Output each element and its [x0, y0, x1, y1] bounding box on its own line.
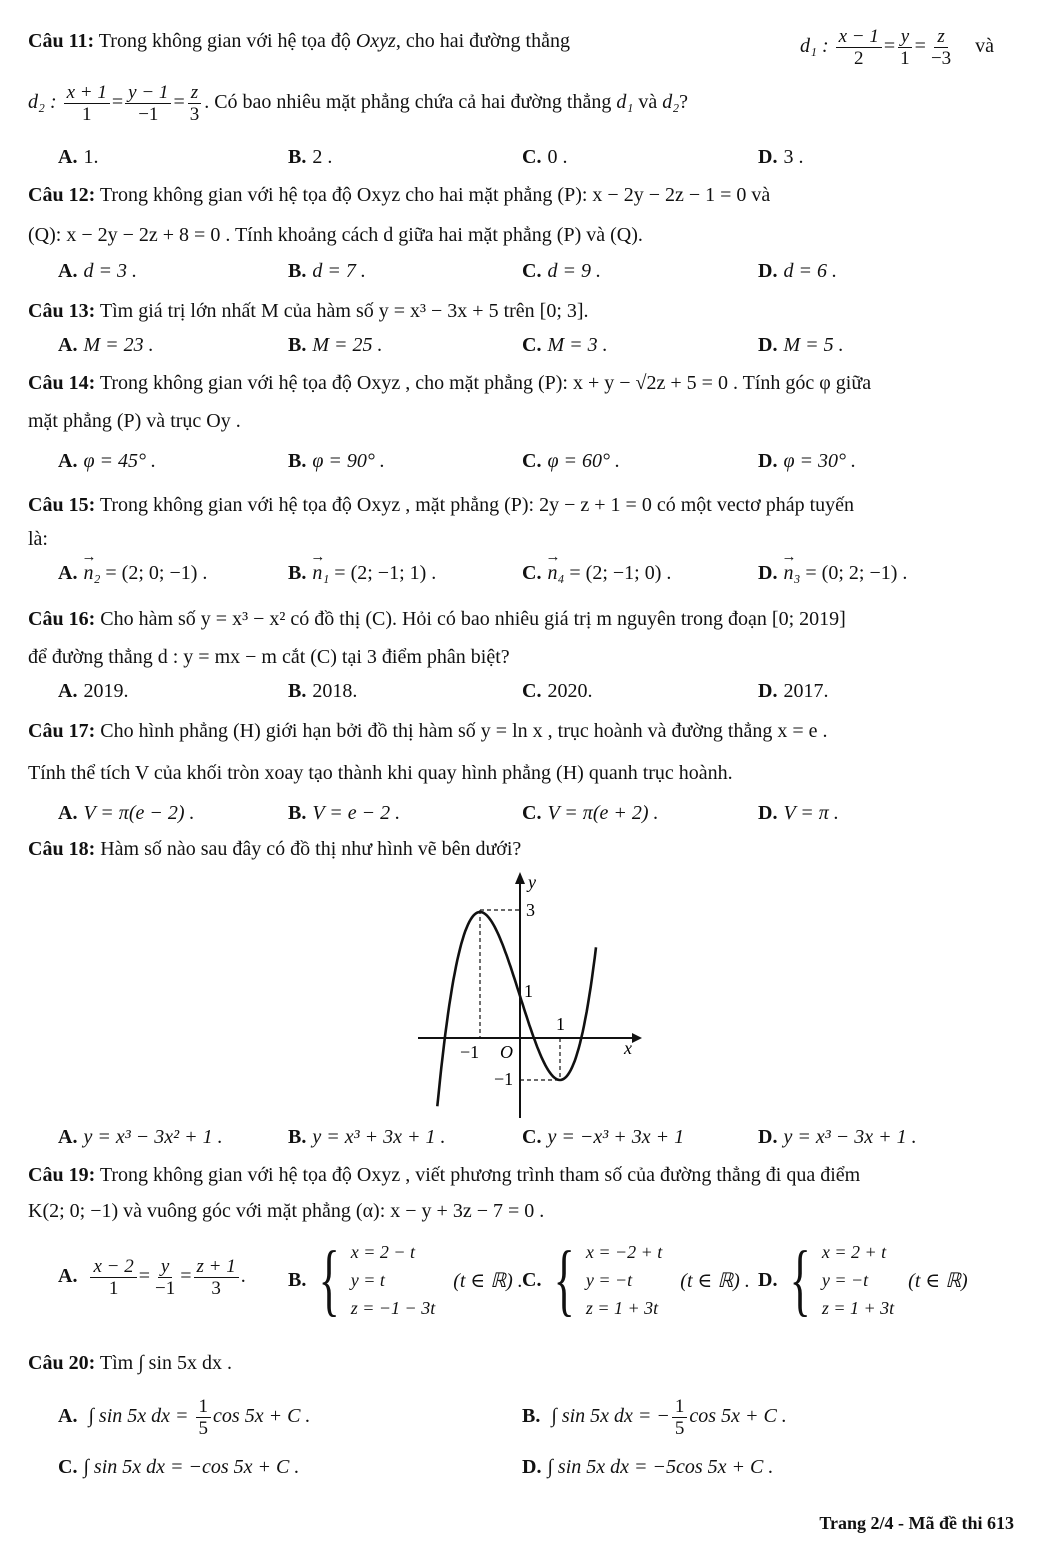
fraction: [897, 26, 913, 69]
question-number: Câu 15:: [28, 494, 96, 516]
options-20-row2: [58, 1452, 1018, 1482]
option-c[interactable]: C. φ = 60° .: [522, 450, 621, 472]
options-19: [58, 1238, 1018, 1334]
question-18: [28, 834, 1018, 864]
y-axis-arrow-icon: [515, 872, 525, 884]
option-b[interactable]: B. y = x³ + 3x + 1 .: [288, 1126, 446, 1148]
question-20: [28, 1348, 1018, 1378]
option-c[interactable]: C. { x = −2 + t y = −t z = 1 + 3t (t ∈ ℝ) .: [522, 1236, 750, 1324]
question-number: Câu 11:: [28, 30, 95, 52]
question-11-line2: d₂ : $\frac{x + 1}{1}$ = $\frac{y - 1}{-1}$ = $\frac{z}{3}$ . Có bao nhiêu mặt phẳng chứa cả hai đường thẳng d₁ và d₂?: [28, 82, 689, 125]
option-d[interactable]: D. 2017.: [758, 680, 829, 702]
x-axis-arrow-icon: [632, 1033, 642, 1043]
option-b[interactable]: B. d = 7 .: [288, 260, 366, 282]
question-number: Câu 12:: [28, 184, 96, 206]
question-number: Câu 17:: [28, 720, 96, 742]
fraction: $\frac{x - 2}{1}$: [90, 1256, 136, 1299]
numerator: x − 1: [836, 26, 882, 48]
question-number: Câu 19:: [28, 1164, 96, 1186]
question-text: là:: [28, 528, 48, 550]
line-label: d₁: [616, 91, 634, 114]
option-b[interactable]: B. 2 .: [288, 146, 333, 168]
numerator: x + 1: [64, 82, 110, 104]
question-number: Câu 20:: [28, 1352, 96, 1374]
question-number: Câu 14:: [28, 372, 96, 394]
question-text: Tìm ∫ sin 5x dx .: [99, 1352, 233, 1374]
fraction: $\frac{1}{5}$: [672, 1396, 688, 1439]
option-b[interactable]: B. φ = 90° .: [288, 450, 385, 472]
question-text: Tính thể tích V của khối tròn xoay tạo thành khi quay hình phẳng (H) quanh trục hoành.: [28, 762, 733, 784]
question-text: Trong không gian với hệ tọa độ Oxyz , viết phương trình tham số của đường thẳng đi qua điểm: [99, 1164, 861, 1186]
question-14-line2: [28, 406, 1018, 436]
option-d[interactable]: D. M = 5 .: [758, 334, 844, 356]
conjunction: và: [975, 35, 995, 58]
options-20-row1: [58, 1396, 1018, 1440]
line-label: d₂: [662, 91, 680, 114]
question-text: K(2; 0; −1) và vuông góc với mặt phẳng (α): x − y + 3z − 7 = 0 .: [28, 1200, 545, 1222]
question-16-line2: [28, 642, 1018, 672]
y-axis-label: y: [528, 872, 536, 892]
question-text: Trong không gian với hệ tọa độ Oxyz , cho mặt phẳng (P): x + y − √2z + 5 = 0 . Tính góc φ giữa: [99, 372, 872, 394]
question-12-line2: [28, 220, 1018, 250]
fraction: $\frac{z + 1}{3}$: [194, 1256, 239, 1299]
coordinate-system: Oxyz: [355, 30, 396, 52]
option-b[interactable]: B. { x = 2 − t y = t z = −1 − 3t (t ∈ ℝ) .: [288, 1236, 523, 1324]
question-17-line2: [28, 758, 1018, 788]
line-d1-equation: d₁ : $\frac{x - 1}{2}$ = $\frac{y}{1}$ = $\frac{z}{-3}$ và: [800, 26, 995, 69]
option-b[interactable]: B. M = 25 .: [288, 334, 383, 356]
question-number: Câu 18:: [28, 838, 96, 860]
denominator: 3: [189, 104, 200, 125]
question-19-line2: [28, 1196, 1018, 1226]
cubic-graph: [410, 866, 650, 1122]
option-c[interactable]: C. V = π(e + 2) .: [522, 802, 659, 824]
question-16: [28, 604, 1018, 634]
equation-system: { x = 2 − t y = t z = −1 − 3t: [318, 1236, 436, 1324]
question-15-line2: [28, 524, 1018, 554]
conjunction: và: [638, 91, 658, 114]
option-a[interactable]: A. d = 3 .: [58, 260, 137, 282]
question-13: [28, 296, 1018, 326]
tick-label: 3: [526, 900, 535, 920]
option-a[interactable]: A. ∫ sin 5x dx = $\frac{1}{5}$ cos 5x + C .: [58, 1396, 311, 1439]
option-a[interactable]: A. 1.: [58, 146, 99, 168]
option-c[interactable]: C. 0 .: [522, 146, 568, 168]
vector-symbol: → n₂: [83, 558, 100, 588]
options-17: [58, 798, 1018, 828]
question-text: để đường thẳng d : y = mx − m cắt (C) tại 3 điểm phân biệt?: [28, 646, 510, 668]
numerator: z: [188, 82, 201, 104]
denominator: 1: [900, 48, 910, 69]
line-label: d₁ :: [800, 35, 829, 58]
options-15: [58, 558, 1018, 588]
page-footer: Trang 2/4 - Mã đề thi 613: [819, 1513, 1014, 1533]
question-11: [28, 26, 1018, 69]
option-c[interactable]: C. y = −x³ + 3x + 1: [522, 1126, 685, 1148]
option-c[interactable]: C. M = 3 .: [522, 334, 608, 356]
fraction: [125, 82, 171, 125]
option-a[interactable]: A. 2019.: [58, 680, 129, 702]
origin-label: O: [500, 1042, 513, 1062]
options-18: [58, 1122, 1018, 1152]
options-12: [58, 256, 1018, 286]
question-text: Hàm số nào sau đây có đồ thị như hình vẽ bên dưới?: [100, 838, 522, 860]
question-text: Trong không gian với hệ tọa độ: [98, 30, 351, 52]
question-text: Cho hàm số y = x³ − x² có đồ thị (C). Hỏi có bao nhiêu giá trị m nguyên trong đoạn [0; 2019]: [100, 608, 846, 630]
fraction: [64, 82, 110, 125]
line-label: d₂ :: [28, 91, 57, 114]
question-text: Trong không gian với hệ tọa độ Oxyz cho hai mặt phẳng (P): x − 2y − 2z − 1 = 0 và: [99, 184, 771, 206]
option-a[interactable]: A. $\frac{x - 2}{1}$ = $\frac{y}{-1}$ = $\frac{z + 1}{3}$ .: [58, 1256, 246, 1299]
option-c[interactable]: C. d = 9 .: [522, 260, 601, 282]
option-b[interactable]: B.→ n₁ = (2; −1; 1) .: [288, 558, 436, 588]
denominator: 1: [82, 104, 92, 125]
option-d[interactable]: D. d = 6 .: [758, 260, 837, 282]
question-17: [28, 716, 1018, 746]
option-d[interactable]: D.→ n₃ = (0; 2; −1) .: [758, 558, 907, 588]
vector-symbol: → n₁: [312, 558, 329, 588]
option-c[interactable]: C. ∫ sin 5x dx = −cos 5x + C .: [58, 1456, 300, 1478]
option-a[interactable]: A.→ n₂ = (2; 0; −1) .: [58, 558, 207, 588]
vector-symbol: → n₄: [547, 558, 564, 588]
question-14: [28, 368, 1018, 398]
question-text: Cho hình phẳng (H) giới hạn bởi đồ thị hàm số y = ln x , trục hoành và đường thẳng x = e .: [100, 720, 828, 742]
question-15: [28, 490, 1018, 520]
numerator: z: [934, 26, 947, 48]
vector-symbol: → n₃: [783, 558, 800, 588]
fraction: $\frac{1}{5}$: [196, 1396, 212, 1439]
tick-label: 1: [556, 1014, 565, 1034]
fraction: [836, 26, 882, 69]
x-axis-label: x: [624, 1038, 632, 1058]
question-text: Trong không gian với hệ tọa độ Oxyz , mặt phẳng (P): 2y − z + 1 = 0 có một vectơ pháp tuyến: [99, 494, 855, 516]
question-text: . Có bao nhiêu mặt phẳng chứa cả hai đường thẳng: [204, 91, 612, 114]
option-d[interactable]: D. V = π .: [758, 802, 839, 824]
denominator: 2: [854, 48, 864, 69]
question-text: , cho hai đường thẳng: [395, 30, 570, 52]
numerator: y − 1: [125, 82, 171, 104]
fraction: $\frac{y}{-1}$: [155, 1256, 176, 1299]
equation-system: { x = −2 + t y = −t z = 1 + 3t: [554, 1236, 663, 1324]
question-text: Tìm giá trị lớn nhất M của hàm số y = x³ − 3x + 5 trên [0; 3].: [99, 300, 589, 322]
option-d[interactable]: D. y = x³ − 3x + 1 .: [758, 1126, 917, 1148]
option-b[interactable]: B. V = e − 2 .: [288, 802, 401, 824]
denominator: −3: [930, 48, 952, 69]
option-d[interactable]: D. { x = 2 + t y = −t z = 1 + 3t (t ∈ ℝ): [758, 1236, 968, 1324]
question-number: Câu 13:: [28, 300, 96, 322]
option-c[interactable]: C. 2020.: [522, 680, 593, 702]
fraction: [928, 26, 954, 69]
option-b[interactable]: B. 2018.: [288, 680, 358, 702]
option-c[interactable]: C.→ n₄ = (2; −1; 0) .: [522, 558, 671, 588]
function-curve: [437, 912, 596, 1106]
question-number: Câu 16:: [28, 608, 96, 630]
options-11: [58, 142, 1018, 172]
question-text: (Q): x − 2y − 2z + 8 = 0 . Tính khoảng cách d giữa hai mặt phẳng (P) và (Q).: [28, 224, 643, 246]
option-a[interactable]: A. V = π(e − 2) .: [58, 802, 195, 824]
option-d[interactable]: D. ∫ sin 5x dx = −5cos 5x + C .: [522, 1456, 774, 1478]
option-d[interactable]: D. φ = 30° .: [758, 450, 857, 472]
tick-label: −1: [494, 1069, 514, 1089]
numerator: y: [898, 26, 912, 48]
question-12: [28, 180, 1018, 210]
denominator: −1: [138, 104, 159, 125]
tick-label: −1: [460, 1042, 480, 1062]
equation-system: { x = 2 + t y = −t z = 1 + 3t: [790, 1236, 895, 1324]
option-b[interactable]: B. ∫ sin 5x dx = − $\frac{1}{5}$ cos 5x + C .: [522, 1396, 787, 1439]
options-13: [58, 330, 1018, 360]
punctuation: ?: [679, 91, 689, 114]
fraction: [187, 82, 203, 125]
option-d[interactable]: D. 3 .: [758, 146, 804, 168]
option-a[interactable]: A. φ = 45° .: [58, 450, 157, 472]
question-19: [28, 1160, 1018, 1190]
question-text: mặt phẳng (P) và trục Oy .: [28, 410, 241, 432]
tick-label: 1: [524, 981, 533, 1001]
options-14: [58, 446, 1018, 476]
options-16: [58, 676, 1018, 706]
option-a[interactable]: A. M = 23 .: [58, 334, 154, 356]
option-a[interactable]: A. y = x³ − 3x² + 1 .: [58, 1126, 223, 1148]
